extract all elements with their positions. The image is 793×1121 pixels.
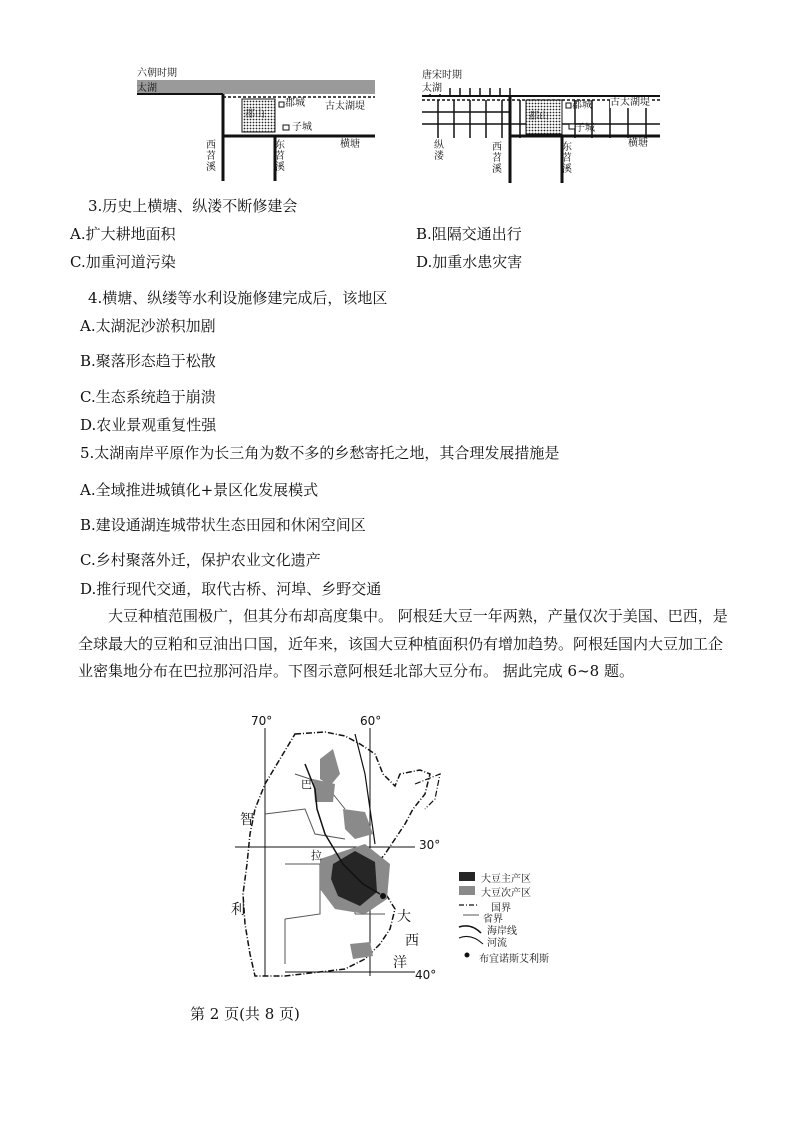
legend-river-label: 河流 [487, 938, 507, 949]
legend-main-label: 大豆主产区 [481, 874, 531, 885]
soybean-map-svg [225, 714, 575, 984]
q3-option-b: B.阻隔交通出行 [416, 225, 522, 243]
zi-city-label: 子城 [575, 123, 595, 134]
ocean-label-2: 西 [405, 933, 419, 949]
q4-option-a: A.太湖泥沙淤积加剧 [80, 317, 216, 335]
q4-option-b: B.聚落形态趋于松散 [80, 352, 216, 370]
figure-tang-song [420, 66, 665, 186]
legend-city-label: 布宜诺斯艾利斯 [479, 954, 549, 965]
ba-label: 巴 [301, 778, 312, 791]
zonglou-label: 纵溇 [434, 140, 444, 162]
chile-label-1: 智 [240, 812, 254, 828]
q3-option-a: A.扩大耕地面积 [70, 225, 176, 243]
q5-option-a: A.全域推进城镇化+景区化发展模式 [80, 481, 319, 499]
lon-70-label: 70° [251, 714, 273, 728]
buenos-aires-dot [380, 893, 386, 899]
page-footer: 第 2 页(共 8 页) [190, 1005, 300, 1023]
jun-mountain-label: 郡山 [245, 109, 265, 120]
q4-option-c: C.生态系统趋于崩溃 [80, 388, 216, 406]
six-dynasties-map [135, 64, 380, 184]
hengtang-label: 横塘 [340, 139, 360, 150]
figure-six-dynasties [135, 64, 380, 184]
lake-label: 太湖 [137, 83, 157, 94]
q4-stem: 4.横塘、纵缕等水利设施修建完成后，该地区 [88, 289, 388, 307]
q3-option-c: C.加重河道污染 [70, 253, 176, 271]
q5-option-d: D.推行现代交通，取代古桥、河埠、乡野交通 [80, 580, 382, 598]
q5-option-b: B.建设通湖连城带状生态田园和休闲空间区 [80, 516, 366, 534]
q3-stem: 3.历史上横塘、纵溇不断修建会 [88, 197, 298, 215]
la-label: 拉 [311, 849, 322, 862]
lon-60-label: 60° [360, 714, 382, 728]
dike-label: 古太湖堤 [610, 97, 650, 108]
dike-label: 古太湖堤 [325, 101, 365, 112]
xitiao-label: 西苕溪 [206, 140, 216, 173]
q5-stem: 5.太湖南岸平原作为长三角为数不多的乡愁寄托之地，其合理发展措施是 [80, 444, 560, 462]
passage-text: 大豆种植范围极广，但其分布却高度集中。 阿根廷大豆一年两熟，产量仅次于美国、巴西，是全球最大的豆粕和豆油出口国，近年来，该国大豆种植面积仍有增加趋势。阿根廷国内大豆加工企业密集地分布在巴拉那河沿岸。下图示意阿根廷北部大豆分布。 据此完成 6~8 题。 [78, 607, 728, 680]
zi-city-label: 子城 [292, 122, 312, 133]
legend-border-label: 国界 [491, 903, 511, 914]
legend-secondary-swatch [459, 886, 475, 895]
lat-40-label: 40° [415, 968, 437, 982]
q5-option-c: C.乡村聚落外迁，保护农业文化遗产 [80, 551, 321, 569]
jun-city-label: 郡城 [572, 100, 592, 111]
lat-30-label: 30° [419, 838, 441, 852]
tang-song-map [420, 66, 665, 186]
legend-main-swatch [459, 872, 475, 881]
period-label: 六朝时期 [137, 68, 177, 79]
q3-option-d: D.加重水患灾害 [416, 253, 523, 271]
legend-coast-label: 海岸线 [487, 926, 517, 937]
dongtiao-label: 东苕溪 [562, 142, 572, 175]
dongtiao-label: 东苕溪 [275, 140, 285, 173]
lake-band [137, 80, 375, 94]
chile-label-2: 利 [231, 902, 245, 918]
xitiao-label: 西苕溪 [492, 142, 502, 175]
legend-province-label: 省界 [483, 914, 503, 925]
q4-option-d: D.农业景观重复性强 [80, 416, 217, 434]
ocean-label-1: 大 [397, 909, 411, 925]
ocean-label-3: 洋 [393, 955, 407, 971]
period-label: 唐宋时期 [422, 70, 462, 81]
jun-mountain-label: 郡山 [529, 111, 549, 122]
argentina-soybean-map [225, 714, 575, 984]
hengtang-label: 横塘 [628, 138, 648, 149]
legend-secondary-label: 大豆次产区 [481, 888, 531, 899]
lake-label: 太湖 [422, 83, 442, 94]
jun-city-label: 郡城 [285, 98, 305, 109]
